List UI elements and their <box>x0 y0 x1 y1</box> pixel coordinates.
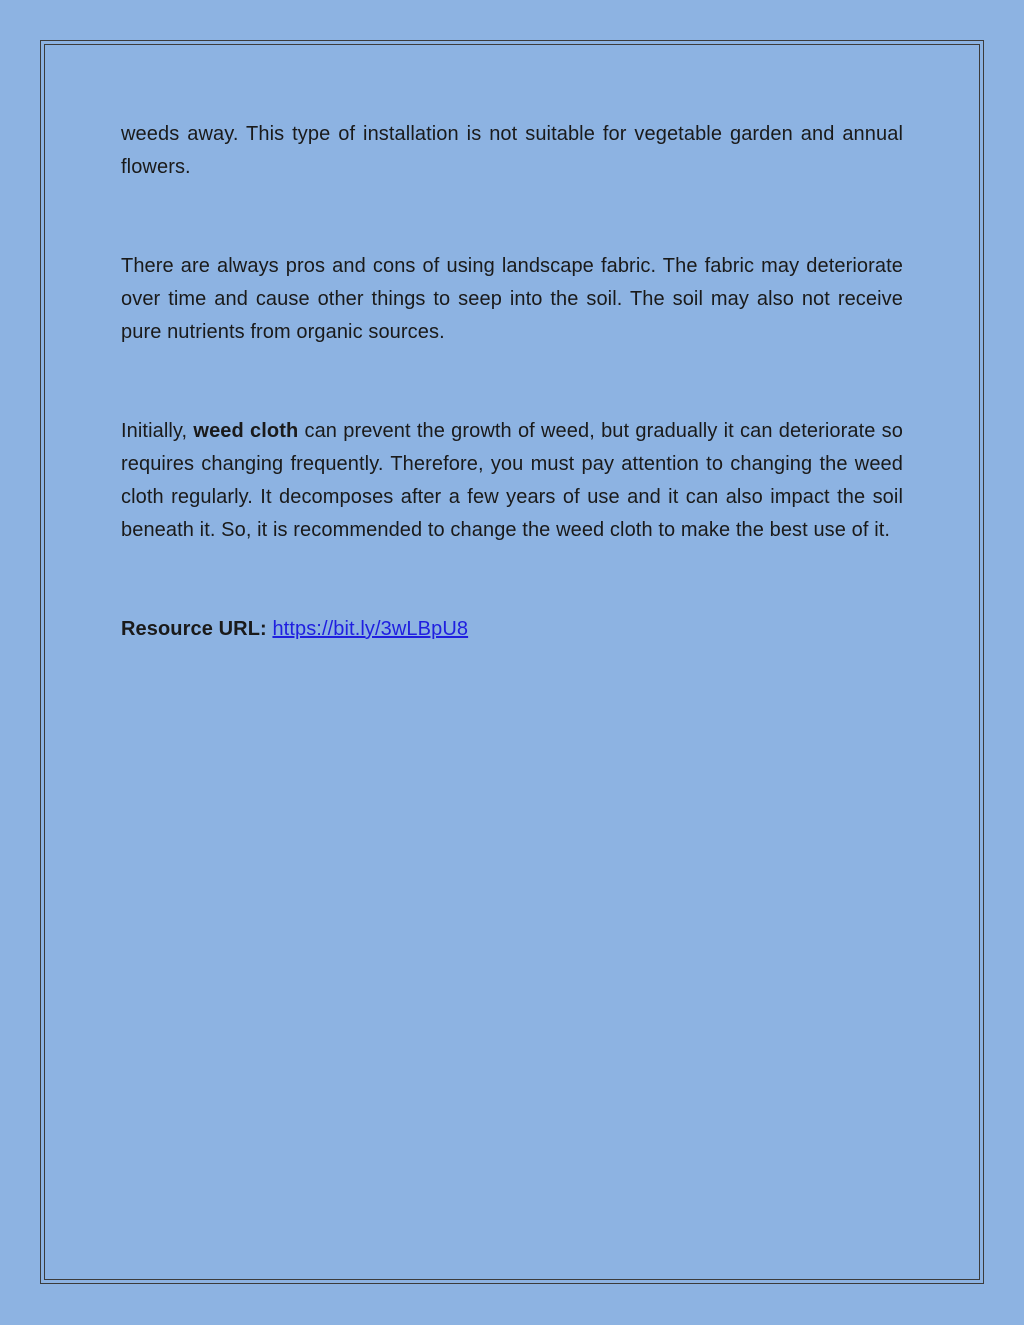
paragraph-pros-cons: There are always pros and cons of using landscape fabric. The fabric may deteriorate over time and cause other things to seep into the soil. The soil may also not receive pure nutrients from organic sources. <box>121 255 903 343</box>
paragraph-weed-cloth-prefix: Initially, <box>121 420 194 442</box>
paragraph-weed-cloth-suffix: can prevent the growth of weed, but gradually it can deteriorate so requires changing frequently. Therefore, you must pay attention to changing the weed cloth regularly. It decomposes after a few years of use and it can also impact the soil beneath it. So, it is recommended to change the weed cloth to make the best use of it. <box>121 420 903 541</box>
resource-line <box>121 613 903 646</box>
paragraph-weed-cloth <box>121 415 903 547</box>
paragraph-installation: weeds away. This type of installation is not suitable for vegetable garden and annual flowers. <box>121 123 903 178</box>
resource-link[interactable]: https://bit.ly/3wLBpU8 <box>272 618 469 640</box>
resource-label: Resource URL: <box>121 618 267 640</box>
document-body <box>121 118 903 646</box>
weed-cloth-bold-text: weed cloth <box>193 420 299 442</box>
